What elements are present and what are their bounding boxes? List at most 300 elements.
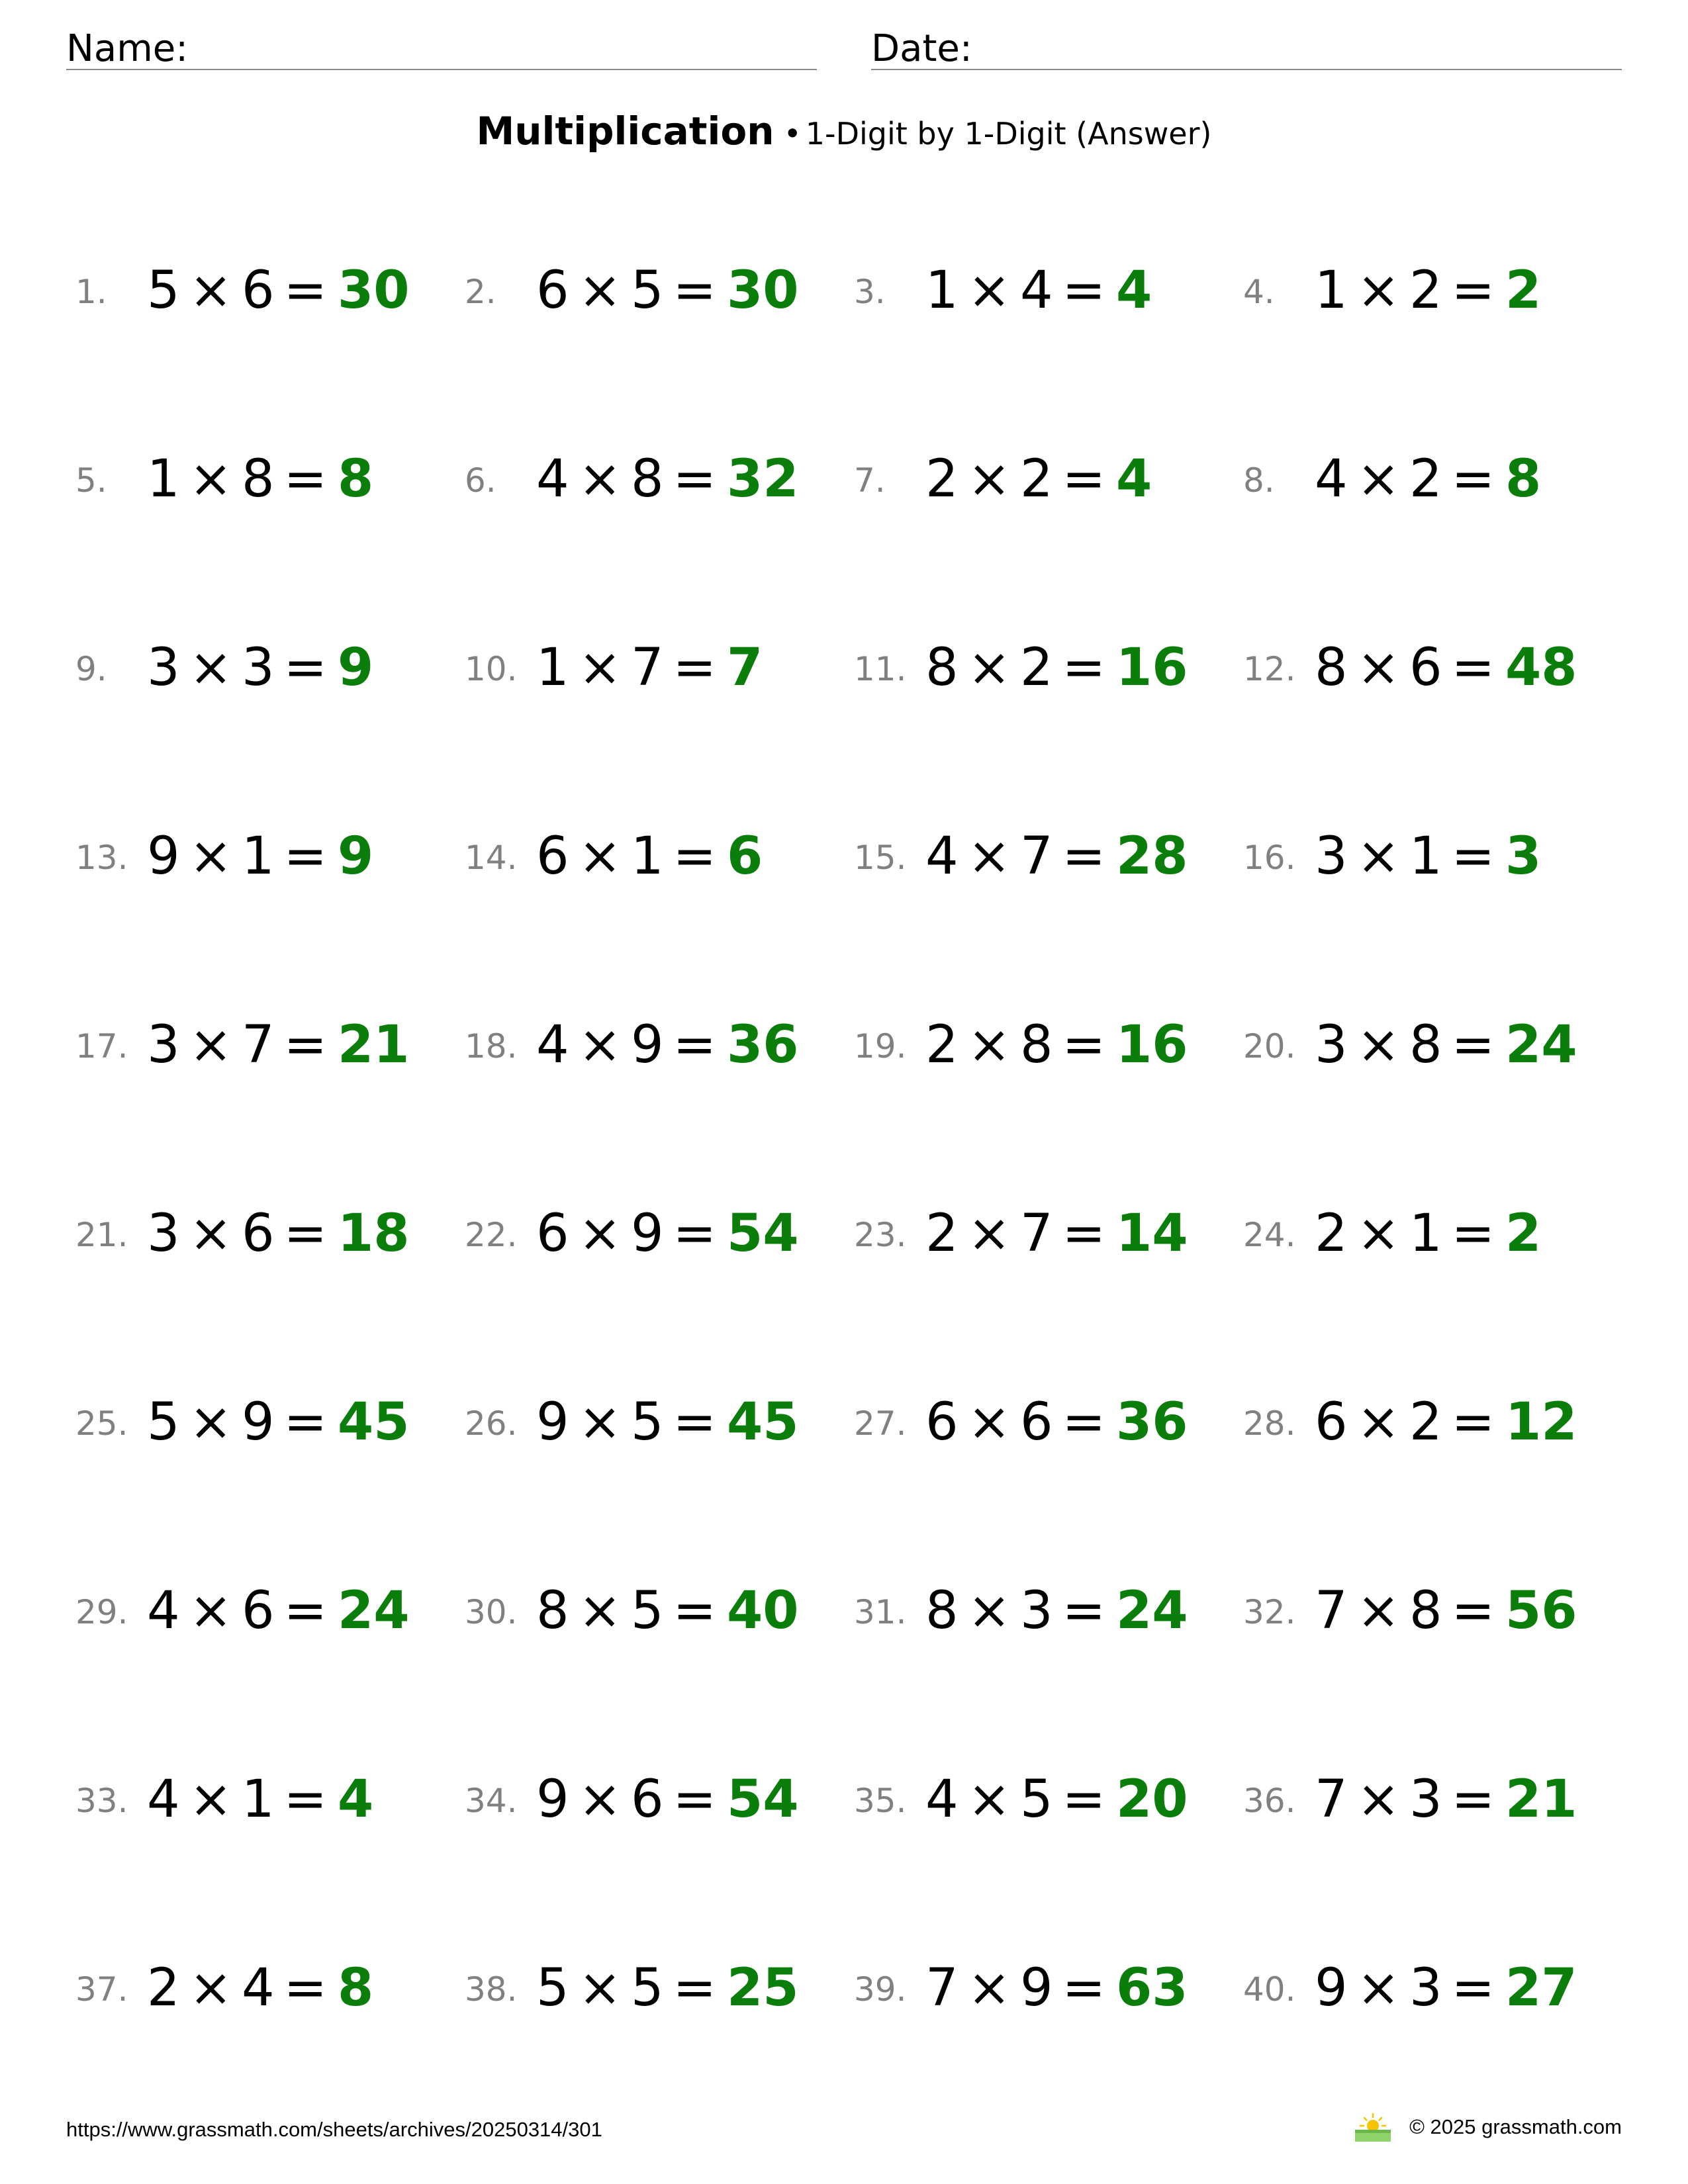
problem-expression xyxy=(1315,1392,1577,1452)
title-main: Multiplication xyxy=(476,109,774,154)
problem-item xyxy=(1241,1184,1630,1290)
problem-item xyxy=(851,241,1241,347)
times-sign: × xyxy=(1356,261,1400,320)
answer: 2 xyxy=(1505,1204,1542,1263)
times-sign: × xyxy=(1356,827,1400,886)
footer-branding xyxy=(1352,2111,1622,2143)
answer: 45 xyxy=(338,1392,410,1452)
factor-b: 5 xyxy=(631,261,664,320)
problem-expression xyxy=(925,638,1188,698)
factor-a: 4 xyxy=(925,827,959,886)
answer: 4 xyxy=(1116,449,1152,509)
problem-number: 39. xyxy=(854,1970,907,2009)
times-sign: × xyxy=(578,1958,622,2018)
equals-sign: = xyxy=(283,1581,327,1641)
answer: 21 xyxy=(1505,1770,1577,1829)
problem-number: 11. xyxy=(854,650,907,688)
problem-item xyxy=(851,1184,1241,1290)
factor-b: 3 xyxy=(1020,1581,1053,1641)
factor-a: 9 xyxy=(536,1770,569,1829)
answer: 30 xyxy=(338,261,410,320)
equals-sign: = xyxy=(283,638,327,698)
problem-number: 36. xyxy=(1243,1782,1296,1820)
answer: 7 xyxy=(727,638,763,698)
factor-a: 6 xyxy=(536,261,569,320)
problem-expression xyxy=(1315,261,1542,320)
problem-expression xyxy=(536,261,799,320)
problem-item xyxy=(851,618,1241,724)
factor-a: 6 xyxy=(1315,1392,1348,1452)
factor-a: 5 xyxy=(147,261,180,320)
factor-b: 2 xyxy=(1409,261,1442,320)
problem-number: 37. xyxy=(75,1970,128,2009)
times-sign: × xyxy=(1356,1581,1400,1641)
equals-sign: = xyxy=(673,1204,716,1263)
problem-expression xyxy=(925,827,1188,886)
problem-number: 34. xyxy=(465,1782,518,1820)
problem-expression xyxy=(147,1770,374,1829)
problem-number: 40. xyxy=(1243,1970,1296,2009)
times-sign: × xyxy=(967,1015,1011,1075)
problem-number: 1. xyxy=(75,273,107,311)
answer: 4 xyxy=(338,1770,374,1829)
factor-b: 5 xyxy=(631,1392,664,1452)
answer: 36 xyxy=(1116,1392,1188,1452)
equals-sign: = xyxy=(283,1770,327,1829)
problem-expression xyxy=(536,449,799,509)
times-sign: × xyxy=(189,638,232,698)
times-sign: × xyxy=(1356,1204,1400,1263)
times-sign: × xyxy=(967,1204,1011,1263)
times-sign: × xyxy=(578,1204,622,1263)
factor-b: 5 xyxy=(631,1958,664,2018)
problem-number: 28. xyxy=(1243,1404,1296,1443)
problem-number: 16. xyxy=(1243,839,1296,877)
times-sign: × xyxy=(189,1770,232,1829)
problem-item xyxy=(73,1938,462,2044)
factor-a: 7 xyxy=(925,1958,959,2018)
problem-number: 20. xyxy=(1243,1027,1296,1066)
problem-number: 12. xyxy=(1243,650,1296,688)
answer: 28 xyxy=(1116,827,1188,886)
problem-number: 27. xyxy=(854,1404,907,1443)
problem-item xyxy=(462,1561,851,1667)
factor-b: 2 xyxy=(1409,1392,1442,1452)
equals-sign: = xyxy=(1062,1015,1105,1075)
equals-sign: = xyxy=(673,449,716,509)
factor-a: 7 xyxy=(1315,1770,1348,1829)
equals-sign: = xyxy=(1062,827,1105,886)
equals-sign: = xyxy=(283,827,327,886)
problem-expression xyxy=(147,638,374,698)
factor-b: 8 xyxy=(242,449,275,509)
factor-a: 6 xyxy=(536,827,569,886)
factor-b: 8 xyxy=(1020,1015,1053,1075)
factor-a: 2 xyxy=(925,1204,959,1263)
answer: 16 xyxy=(1116,1015,1188,1075)
problem-expression xyxy=(536,1392,799,1452)
times-sign: × xyxy=(967,1770,1011,1829)
factor-a: 3 xyxy=(147,1204,180,1263)
answer: 30 xyxy=(727,261,799,320)
problem-number: 25. xyxy=(75,1404,128,1443)
answer: 9 xyxy=(338,638,374,698)
problem-item xyxy=(851,430,1241,535)
answer: 54 xyxy=(727,1770,799,1829)
equals-sign: = xyxy=(1062,1770,1105,1829)
factor-b: 6 xyxy=(242,1581,275,1641)
equals-sign: = xyxy=(1451,1581,1495,1641)
factor-a: 9 xyxy=(1315,1958,1348,2018)
times-sign: × xyxy=(578,1392,622,1452)
problem-number: 38. xyxy=(465,1970,518,2009)
equals-sign: = xyxy=(283,1015,327,1075)
problem-expression xyxy=(925,261,1152,320)
problem-item xyxy=(1241,430,1630,535)
equals-sign: = xyxy=(1451,1392,1495,1452)
factor-a: 3 xyxy=(1315,827,1348,886)
factor-b: 7 xyxy=(1020,1204,1053,1263)
problem-expression xyxy=(925,1204,1188,1263)
problem-item xyxy=(1241,1561,1630,1667)
factor-b: 9 xyxy=(1020,1958,1053,2018)
times-sign: × xyxy=(578,1770,622,1829)
equals-sign: = xyxy=(673,1581,716,1641)
answer: 48 xyxy=(1505,638,1577,698)
times-sign: × xyxy=(578,827,622,886)
factor-b: 7 xyxy=(242,1015,275,1075)
problem-item xyxy=(851,807,1241,913)
factor-a: 6 xyxy=(925,1392,959,1452)
problem-item xyxy=(73,1750,462,1856)
problem-number: 9. xyxy=(75,650,107,688)
equals-sign: = xyxy=(1451,1204,1495,1263)
factor-b: 6 xyxy=(1020,1392,1053,1452)
answer: 8 xyxy=(338,1958,374,2018)
problem-item xyxy=(1241,1373,1630,1479)
times-sign: × xyxy=(189,261,232,320)
factor-a: 8 xyxy=(1315,638,1348,698)
factor-a: 4 xyxy=(147,1581,180,1641)
equals-sign: = xyxy=(1451,1958,1495,2018)
problem-number: 13. xyxy=(75,839,128,877)
problem-item xyxy=(1241,1938,1630,2044)
factor-a: 8 xyxy=(536,1581,569,1641)
problem-expression xyxy=(536,1015,799,1075)
equals-sign: = xyxy=(283,1958,327,2018)
answer: 2 xyxy=(1505,261,1542,320)
equals-sign: = xyxy=(1451,638,1495,698)
factor-b: 9 xyxy=(242,1392,275,1452)
equals-sign: = xyxy=(673,1392,716,1452)
problem-expression xyxy=(147,261,410,320)
answer: 8 xyxy=(338,449,374,509)
problem-expression xyxy=(536,1958,799,2018)
factor-a: 4 xyxy=(536,1015,569,1075)
equals-sign: = xyxy=(1062,1581,1105,1641)
problem-expression xyxy=(1315,1204,1542,1263)
problem-expression xyxy=(925,1958,1188,2018)
times-sign: × xyxy=(578,1015,622,1075)
factor-b: 1 xyxy=(631,827,664,886)
equals-sign: = xyxy=(1451,261,1495,320)
problem-number: 22. xyxy=(465,1216,518,1254)
problem-expression xyxy=(1315,1958,1577,2018)
factor-a: 3 xyxy=(147,638,180,698)
times-sign: × xyxy=(189,1204,232,1263)
times-sign: × xyxy=(189,1392,232,1452)
factor-b: 6 xyxy=(631,1770,664,1829)
title-bullet: • xyxy=(783,116,802,152)
problem-number: 4. xyxy=(1243,273,1275,311)
problem-item xyxy=(73,1373,462,1479)
answer: 12 xyxy=(1505,1392,1577,1452)
problem-item xyxy=(462,430,851,535)
answer: 45 xyxy=(727,1392,799,1452)
problem-expression xyxy=(536,638,763,698)
factor-b: 6 xyxy=(242,261,275,320)
problem-expression xyxy=(536,827,763,886)
problem-number: 18. xyxy=(465,1027,518,1066)
problem-expression xyxy=(536,1204,799,1263)
problem-item xyxy=(851,1561,1241,1667)
answer: 20 xyxy=(1116,1770,1188,1829)
factor-b: 4 xyxy=(242,1958,275,2018)
factor-a: 4 xyxy=(1315,449,1348,509)
problem-expression xyxy=(147,1392,410,1452)
name-label: Name: xyxy=(66,27,189,70)
equals-sign: = xyxy=(1451,1015,1495,1075)
answer: 24 xyxy=(1116,1581,1188,1641)
answer: 14 xyxy=(1116,1204,1188,1263)
problem-number: 21. xyxy=(75,1216,128,1254)
factor-a: 3 xyxy=(1315,1015,1348,1075)
date-field[interactable] xyxy=(871,23,1622,70)
times-sign: × xyxy=(578,638,622,698)
problem-expression xyxy=(1315,1581,1577,1641)
times-sign: × xyxy=(967,1958,1011,2018)
answer: 40 xyxy=(727,1581,799,1641)
problem-number: 30. xyxy=(465,1593,518,1631)
equals-sign: = xyxy=(673,261,716,320)
factor-b: 4 xyxy=(1020,261,1053,320)
problem-expression xyxy=(536,1770,799,1829)
factor-a: 3 xyxy=(147,1015,180,1075)
factor-a: 8 xyxy=(925,638,959,698)
times-sign: × xyxy=(967,261,1011,320)
problem-item xyxy=(73,995,462,1101)
answer: 3 xyxy=(1505,827,1542,886)
answer: 4 xyxy=(1116,261,1152,320)
factor-a: 5 xyxy=(147,1392,180,1452)
title-subtitle: 1-Digit by 1-Digit (Answer) xyxy=(805,116,1212,152)
equals-sign: = xyxy=(673,827,716,886)
problem-item xyxy=(73,241,462,347)
problem-expression xyxy=(925,1015,1188,1075)
equals-sign: = xyxy=(1451,1770,1495,1829)
problem-expression xyxy=(536,1581,799,1641)
factor-a: 5 xyxy=(536,1958,569,2018)
equals-sign: = xyxy=(1062,261,1105,320)
equals-sign: = xyxy=(283,1392,327,1452)
problem-number: 17. xyxy=(75,1027,128,1066)
times-sign: × xyxy=(578,261,622,320)
problem-expression xyxy=(1315,449,1542,509)
problem-item xyxy=(462,995,851,1101)
problem-number: 33. xyxy=(75,1782,128,1820)
equals-sign: = xyxy=(283,449,327,509)
times-sign: × xyxy=(189,1958,232,2018)
factor-b: 6 xyxy=(242,1204,275,1263)
problem-expression xyxy=(1315,827,1542,886)
factor-a: 9 xyxy=(536,1392,569,1452)
problem-expression xyxy=(147,827,374,886)
factor-b: 7 xyxy=(631,638,664,698)
problem-number: 2. xyxy=(465,273,496,311)
problem-expression xyxy=(925,1770,1188,1829)
equals-sign: = xyxy=(673,1015,716,1075)
times-sign: × xyxy=(1356,1392,1400,1452)
problem-item xyxy=(73,618,462,724)
times-sign: × xyxy=(578,449,622,509)
times-sign: × xyxy=(189,827,232,886)
problem-expression xyxy=(925,1581,1188,1641)
problem-item xyxy=(851,1373,1241,1479)
factor-a: 4 xyxy=(536,449,569,509)
answer: 24 xyxy=(1505,1015,1577,1075)
problem-number: 8. xyxy=(1243,461,1275,500)
problem-item xyxy=(462,1938,851,2044)
times-sign: × xyxy=(189,1581,232,1641)
equals-sign: = xyxy=(1062,1392,1105,1452)
times-sign: × xyxy=(1356,638,1400,698)
factor-b: 6 xyxy=(1409,638,1442,698)
problem-expression xyxy=(147,1958,374,2018)
times-sign: × xyxy=(967,449,1011,509)
problem-item xyxy=(851,1938,1241,2044)
problem-expression xyxy=(925,1392,1188,1452)
answer: 63 xyxy=(1116,1958,1188,2018)
factor-b: 1 xyxy=(1409,1204,1442,1263)
answer: 18 xyxy=(338,1204,410,1263)
factor-b: 3 xyxy=(1409,1770,1442,1829)
factor-a: 1 xyxy=(925,261,959,320)
times-sign: × xyxy=(967,827,1011,886)
factor-b: 9 xyxy=(631,1015,664,1075)
worksheet-title xyxy=(0,105,1688,160)
equals-sign: = xyxy=(673,1958,716,2018)
problem-expression xyxy=(1315,1770,1577,1829)
answer: 16 xyxy=(1116,638,1188,698)
name-field[interactable] xyxy=(66,23,817,70)
problem-number: 19. xyxy=(854,1027,907,1066)
problem-number: 5. xyxy=(75,461,107,500)
answer: 24 xyxy=(338,1581,410,1641)
times-sign: × xyxy=(1356,449,1400,509)
answer: 56 xyxy=(1505,1581,1577,1641)
answer: 32 xyxy=(727,449,799,509)
problem-number: 31. xyxy=(854,1593,907,1631)
equals-sign: = xyxy=(283,1204,327,1263)
answer: 6 xyxy=(727,827,763,886)
problem-number: 24. xyxy=(1243,1216,1296,1254)
factor-a: 4 xyxy=(925,1770,959,1829)
problem-item xyxy=(73,1184,462,1290)
equals-sign: = xyxy=(673,638,716,698)
problem-number: 35. xyxy=(854,1782,907,1820)
problem-number: 6. xyxy=(465,461,496,500)
factor-b: 2 xyxy=(1409,449,1442,509)
problem-item xyxy=(1241,1750,1630,1856)
problem-number: 26. xyxy=(465,1404,518,1443)
factor-a: 2 xyxy=(1315,1204,1348,1263)
problem-item xyxy=(462,618,851,724)
problem-expression xyxy=(1315,1015,1577,1075)
factor-b: 8 xyxy=(1409,1581,1442,1641)
factor-b: 5 xyxy=(1020,1770,1053,1829)
factor-a: 2 xyxy=(147,1958,180,2018)
times-sign: × xyxy=(967,638,1011,698)
times-sign: × xyxy=(967,1581,1011,1641)
problem-item xyxy=(462,1373,851,1479)
factor-a: 1 xyxy=(1315,261,1348,320)
problem-item xyxy=(1241,807,1630,913)
times-sign: × xyxy=(967,1392,1011,1452)
factor-a: 6 xyxy=(536,1204,569,1263)
factor-b: 8 xyxy=(1409,1015,1442,1075)
factor-b: 3 xyxy=(242,638,275,698)
factor-b: 7 xyxy=(1020,827,1053,886)
problem-item xyxy=(73,430,462,535)
factor-b: 5 xyxy=(631,1581,664,1641)
problem-number: 10. xyxy=(465,650,518,688)
problem-expression xyxy=(925,449,1152,509)
footer-copyright: © 2025 grassmath.com xyxy=(1409,2115,1622,2138)
factor-b: 1 xyxy=(1409,827,1442,886)
times-sign: × xyxy=(1356,1958,1400,2018)
answer: 27 xyxy=(1505,1958,1577,2018)
problem-item xyxy=(851,1750,1241,1856)
problem-expression xyxy=(1315,638,1577,698)
factor-b: 2 xyxy=(1020,638,1053,698)
problem-number: 3. xyxy=(854,273,886,311)
problem-number: 14. xyxy=(465,839,518,877)
problem-item xyxy=(462,1750,851,1856)
equals-sign: = xyxy=(1062,449,1105,509)
problem-item xyxy=(462,241,851,347)
problem-item xyxy=(1241,995,1630,1101)
problem-item xyxy=(1241,241,1630,347)
factor-a: 2 xyxy=(925,449,959,509)
problem-number: 7. xyxy=(854,461,886,500)
problem-number: 23. xyxy=(854,1216,907,1254)
factor-a: 1 xyxy=(147,449,180,509)
problem-number: 29. xyxy=(75,1593,128,1631)
problem-expression xyxy=(147,1204,410,1263)
answer: 8 xyxy=(1505,449,1542,509)
problem-item xyxy=(462,1184,851,1290)
problem-item xyxy=(73,1561,462,1667)
date-label: Date: xyxy=(871,27,972,70)
factor-b: 2 xyxy=(1020,449,1053,509)
answer: 21 xyxy=(338,1015,410,1075)
equals-sign: = xyxy=(1062,1204,1105,1263)
times-sign: × xyxy=(1356,1770,1400,1829)
equals-sign: = xyxy=(1451,827,1495,886)
factor-a: 4 xyxy=(147,1770,180,1829)
factor-a: 8 xyxy=(925,1581,959,1641)
problem-number: 32. xyxy=(1243,1593,1296,1631)
